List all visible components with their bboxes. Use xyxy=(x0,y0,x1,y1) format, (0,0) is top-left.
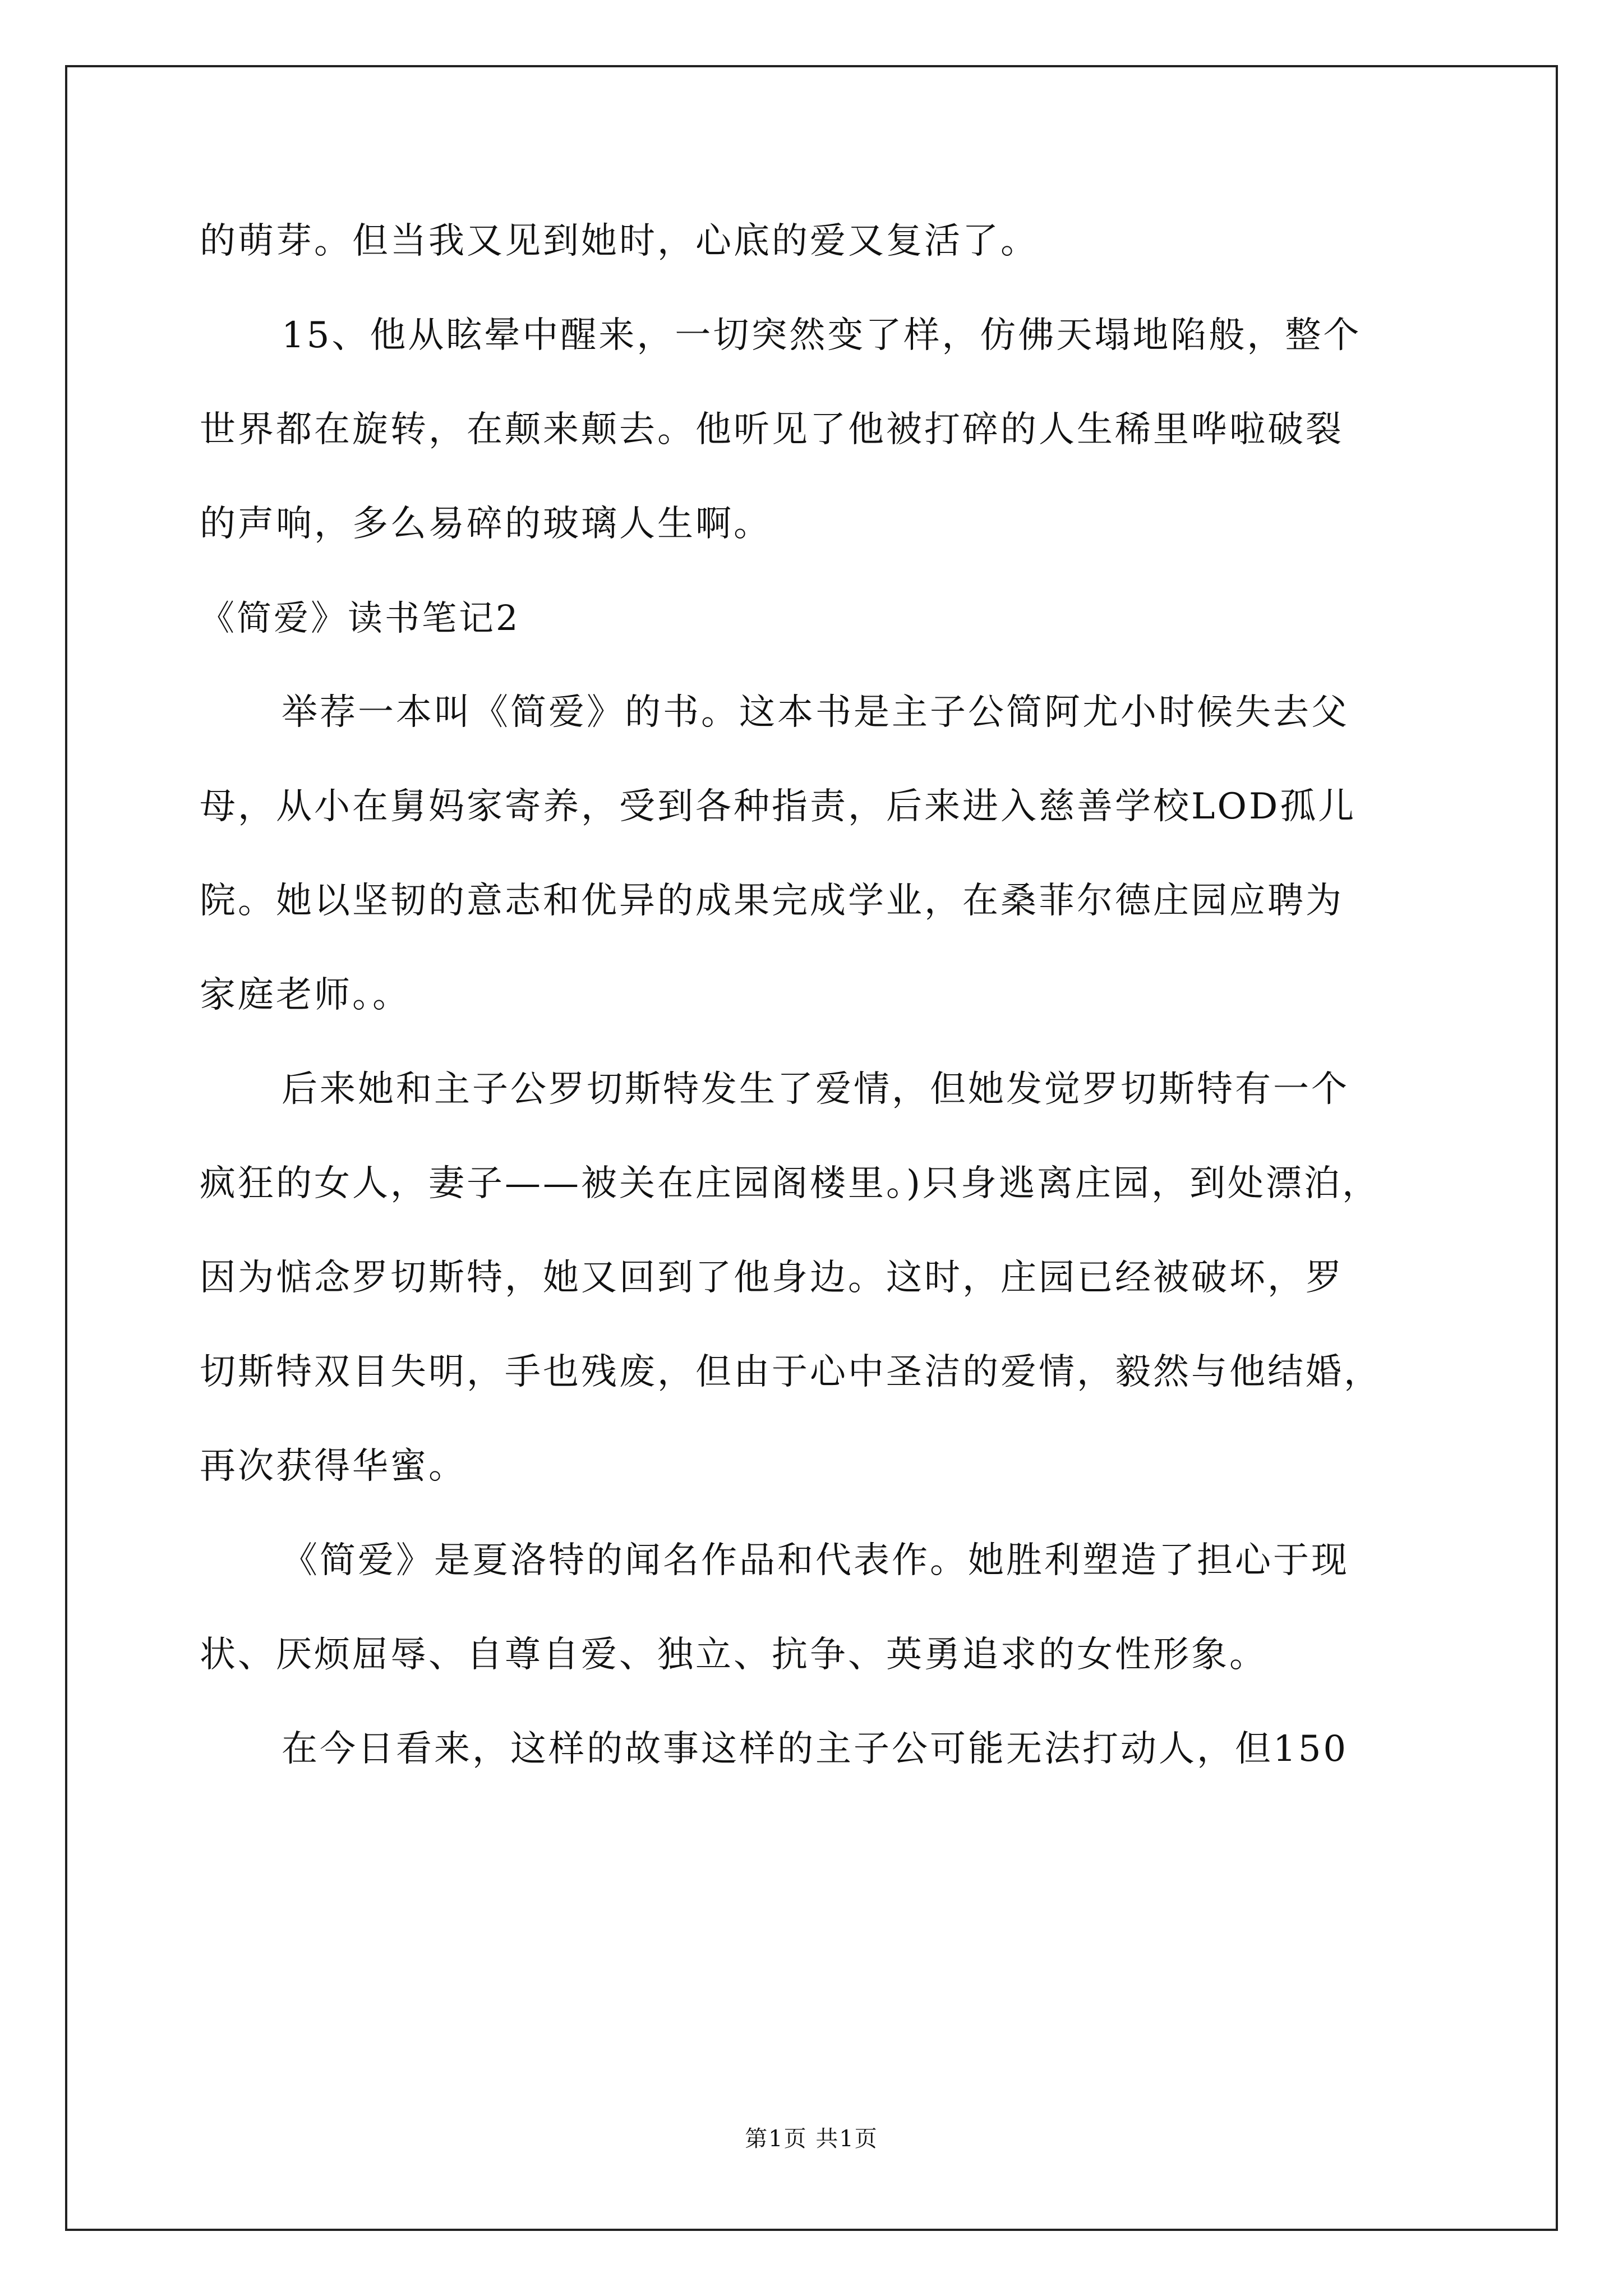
text-line: 举荐一本叫《简爱》的书。这本书是主子公简阿尤小时候失去父 xyxy=(282,692,1349,733)
section-heading: 《简爱》读书笔记2 xyxy=(200,597,520,638)
text-line: 院。她以坚韧的意志和优异的成果完成学业，在桑菲尔德庄园应聘为 xyxy=(200,880,1344,922)
text-line: 疯狂的女人，妻子——被关在庄园阁楼里。)只身逃离庄园，到处漂泊， xyxy=(200,1163,1380,1204)
text-line: 状、厌烦屈辱、自尊自爱、独立、抗争、英勇追求的女性形象。 xyxy=(200,1634,1267,1676)
text-line: 《简爱》是夏洛特的闻名作品和代表作。她胜利塑造了担心于现 xyxy=(282,1540,1349,1581)
text-line: 世界都在旋转，在颠来颠去。他听见了他被打碎的人生稀里哗啦破裂 xyxy=(200,409,1344,450)
text-line: 切斯特双目失明，手也残废，但由于心中圣洁的爱情，毅然与他结婚， xyxy=(200,1351,1382,1393)
text-line: 母，从小在舅妈家寄养，受到各种指责，后来进入慈善学校LOD孤儿 xyxy=(200,786,1357,827)
text-line: 的萌芽。但当我又见到她时，心底的爱又复活了。 xyxy=(200,220,1039,262)
page-number-footer: 第1页 共1页 xyxy=(745,2126,878,2152)
text-line: 15、他从眩晕中醒来，一切突然变了样，仿佛天塌地陷般，整个 xyxy=(282,315,1362,356)
text-line: 家庭老师。。 xyxy=(200,974,411,1016)
page-border xyxy=(65,65,1558,2231)
text-line: 在今日看来，这样的故事这样的主子公可能无法打动人，但150 xyxy=(282,1728,1349,1770)
text-line: 再次获得华蜜。 xyxy=(200,1446,467,1487)
text-line: 因为惦念罗切斯特，她又回到了他身边。这时，庄园已经被破坏，罗 xyxy=(200,1257,1344,1299)
text-line: 的声响，多么易碎的玻璃人生啊。 xyxy=(200,503,772,545)
text-line: 后来她和主子公罗切斯特发生了爱情，但她发觉罗切斯特有一个 xyxy=(282,1069,1349,1110)
